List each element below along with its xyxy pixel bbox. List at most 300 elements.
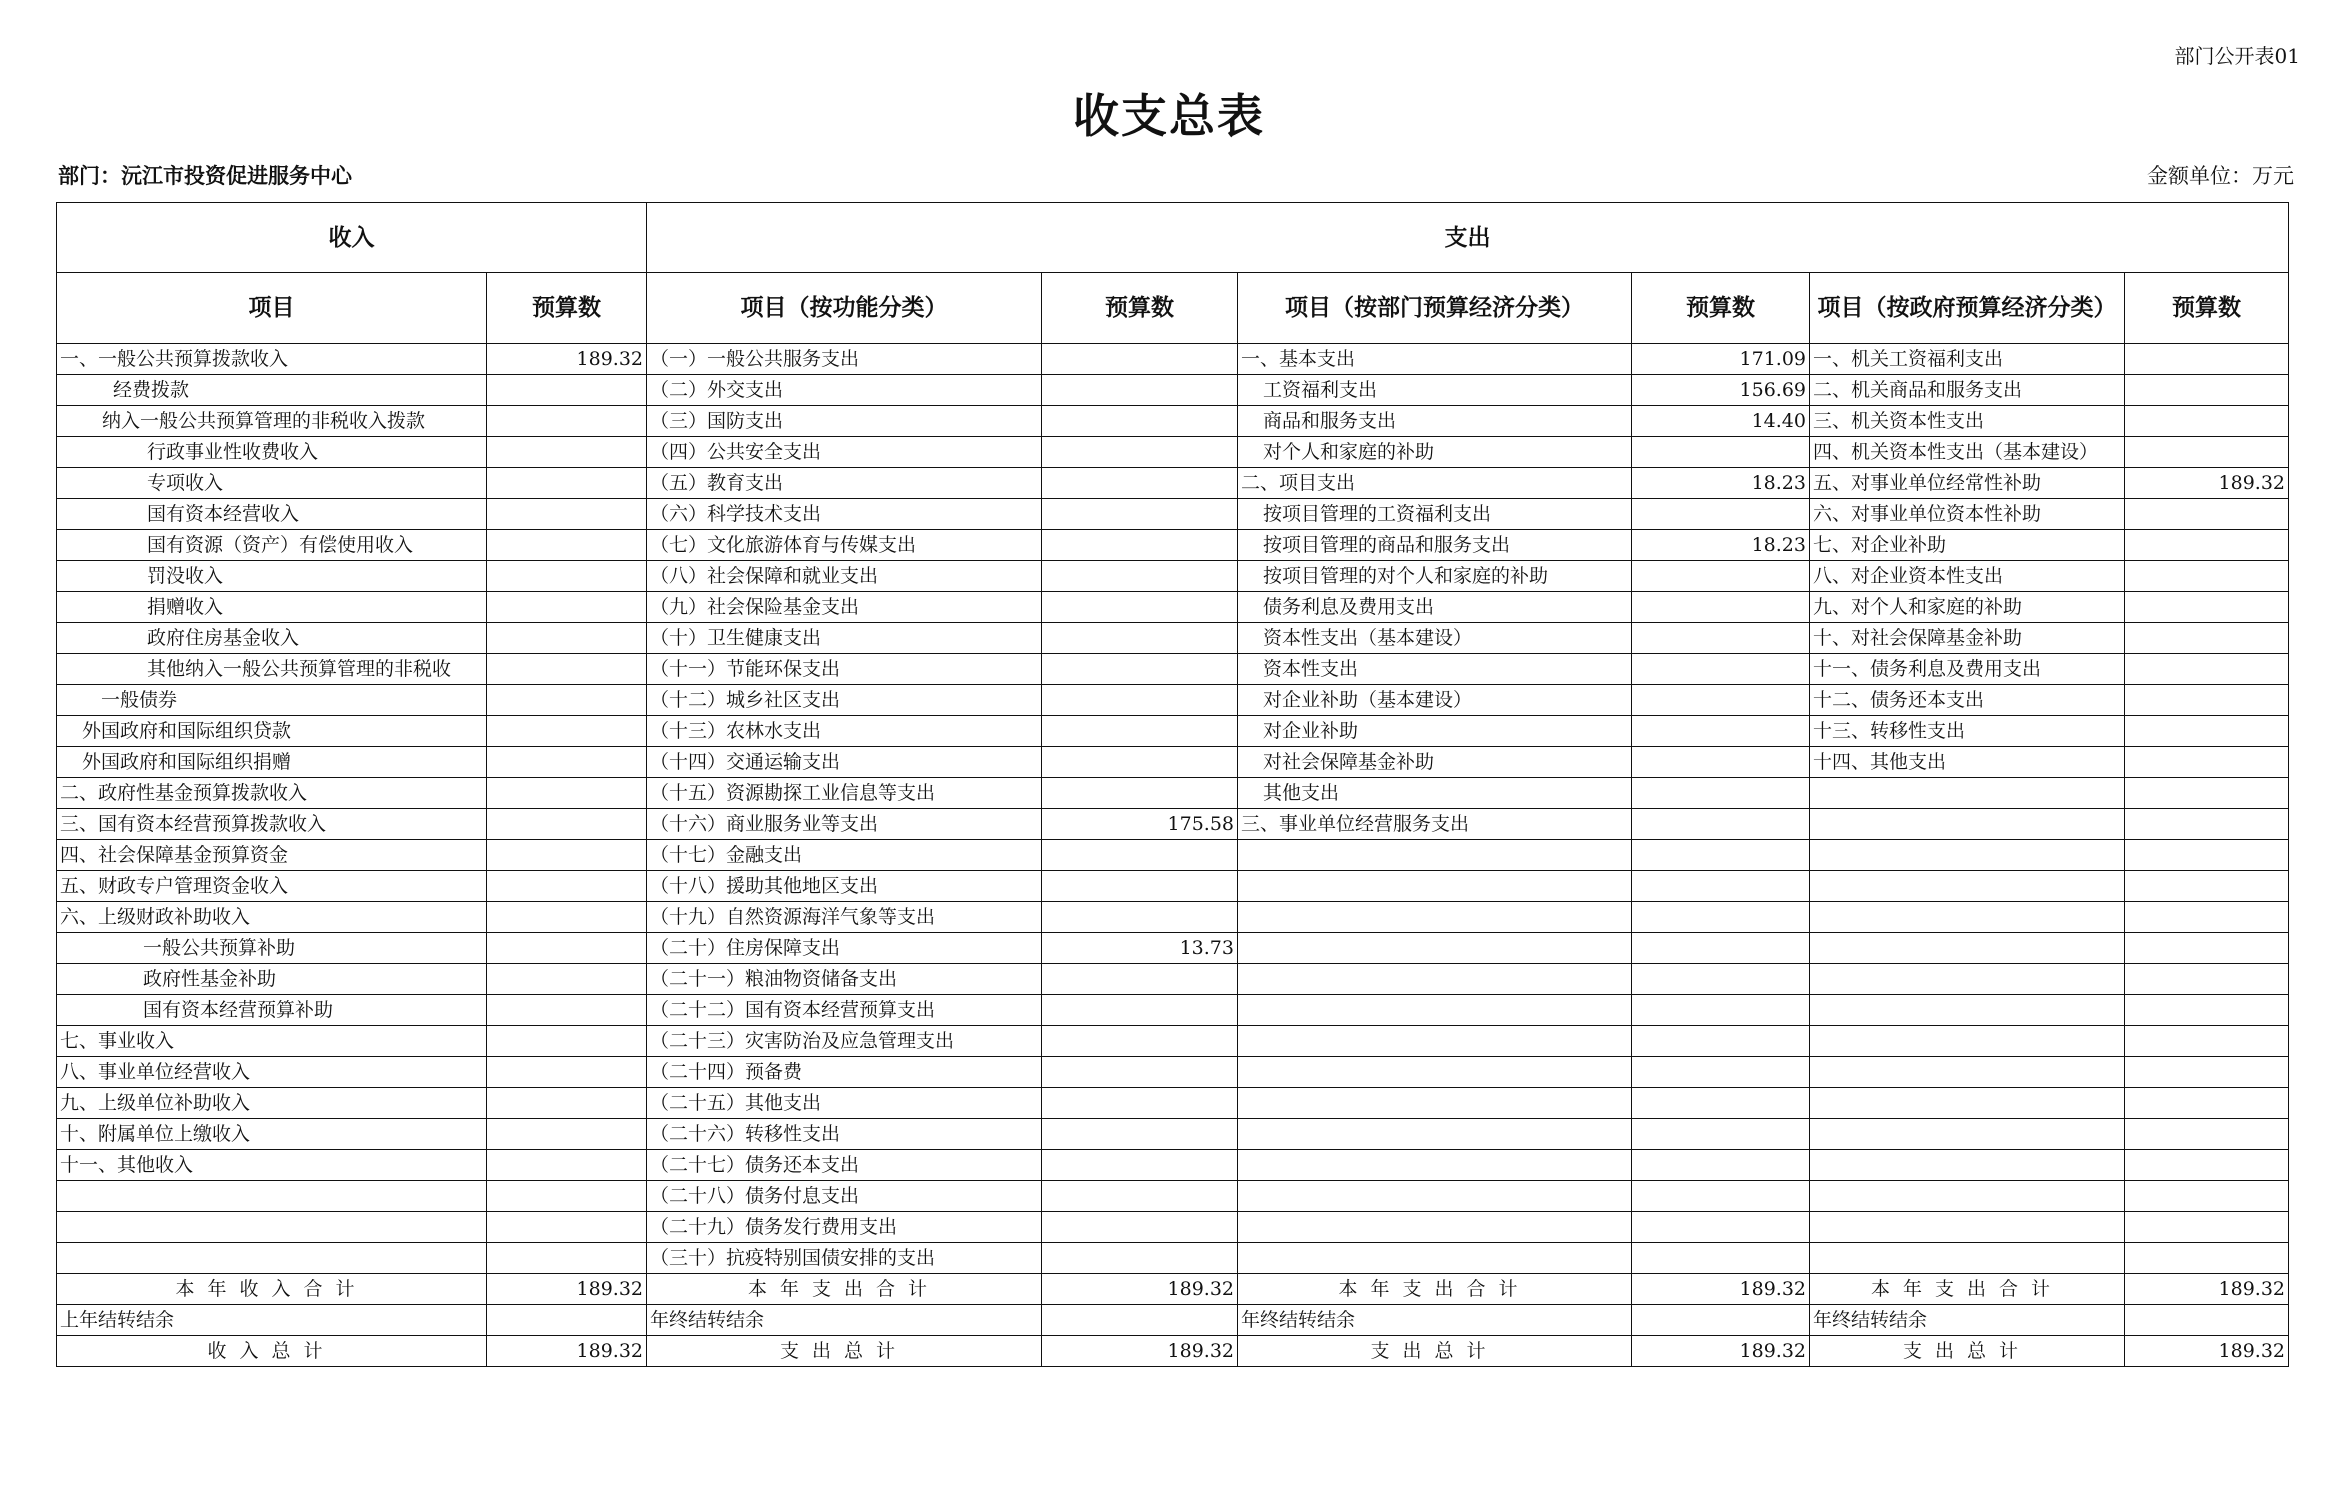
table-cell [2125,1305,2289,1336]
income-item-cell: 一般公共预算补助 [57,933,487,964]
func-budget-cell [1042,840,1238,871]
gov-item-cell: 十三、转移性支出 [1810,716,2125,747]
func-item-cell: （三十）抗疫特别国债安排的支出 [647,1243,1042,1274]
dept-item-cell: 三、事业单位经营服务支出 [1238,809,1632,840]
func-budget-cell [1042,499,1238,530]
func-budget-cell [1042,995,1238,1026]
gov-budget-cell [2125,1026,2289,1057]
gov-budget-cell [2125,375,2289,406]
table-cell [1632,1305,1810,1336]
func-budget-cell [1042,623,1238,654]
func-budget-cell [1042,685,1238,716]
dept-budget-cell [1632,716,1810,747]
dept-budget-cell [1632,561,1810,592]
gov-budget-cell [2125,1243,2289,1274]
func-budget-cell [1042,375,1238,406]
income-budget-cell [487,561,647,592]
gov-item-cell: 二、机关商品和服务支出 [1810,375,2125,406]
table-row [57,1336,2289,1367]
income-item-cell: 九、上级单位补助收入 [57,1088,487,1119]
form-code: 部门公开表01 [2174,44,2300,68]
gov-budget-cell [2125,592,2289,623]
func-item-cell: （七）文化旅游体育与传媒支出 [647,530,1042,561]
income-budget-cell [487,964,647,995]
func-item-cell: （十七）金融支出 [647,840,1042,871]
func-budget-cell [1042,530,1238,561]
dept-item-cell: 债务利息及费用支出 [1238,592,1632,623]
income-budget-cell [487,871,647,902]
dept-item-cell: 资本性支出（基本建设） [1238,623,1632,654]
gov-item-cell: 八、对企业资本性支出 [1810,561,2125,592]
income-budget-cell [487,1181,647,1212]
expense-grand-total-label: 支出总计 [1810,1336,2125,1367]
table-row [57,1305,2289,1336]
func-budget-cell [1042,1088,1238,1119]
table-row [57,840,2289,871]
dept-item-cell: 二、项目支出 [1238,468,1632,499]
dept-item-cell: 对企业补助（基本建设） [1238,685,1632,716]
table-row [57,778,2289,809]
income-item-cell: 七、事业收入 [57,1026,487,1057]
income-budget-cell [487,499,647,530]
dept-item-cell: 按项目管理的商品和服务支出 [1238,530,1632,561]
income-item-cell: 经费拨款 [57,375,487,406]
gov-budget-cell [2125,1181,2289,1212]
dept-budget-cell [1632,809,1810,840]
table-row [57,592,2289,623]
dept-budget-cell [1632,1150,1810,1181]
func-budget-cell [1042,871,1238,902]
income-item-cell: 外国政府和国际组织捐赠 [57,747,487,778]
func-budget-cell [1042,964,1238,995]
income-item-cell: 国有资本经营预算补助 [57,995,487,1026]
income-budget-cell [487,1088,647,1119]
dept-item-cell [1238,933,1632,964]
income-item-cell: 政府性基金补助 [57,964,487,995]
func-budget-cell [1042,406,1238,437]
income-item-cell: 专项收入 [57,468,487,499]
gov-item-cell: 十四、其他支出 [1810,747,2125,778]
expense-grand-total-label: 支出总计 [647,1336,1042,1367]
income-budget-cell [487,1150,647,1181]
gov-budget-cell [2125,964,2289,995]
table-row [57,406,2289,437]
income-budget-cell [487,1057,647,1088]
table-row [57,964,2289,995]
table-row [57,344,2289,375]
income-item-cell: 一、一般公共预算拨款收入 [57,344,487,375]
income-budget-cell [487,530,647,561]
income-item-cell: 十、附属单位上缴收入 [57,1119,487,1150]
gov-budget-cell [2125,1119,2289,1150]
income-item-cell: 行政事业性收费收入 [57,437,487,468]
expense-grand-total-label: 支出总计 [1238,1336,1632,1367]
income-item-cell: 罚没收入 [57,561,487,592]
table-row [57,1150,2289,1181]
func-item-cell: （八）社会保障和就业支出 [647,561,1042,592]
dept-item-cell [1238,1243,1632,1274]
income-grand-total-label: 收入总计 [57,1336,487,1367]
gov-item-cell: 一、机关工资福利支出 [1810,344,2125,375]
dept-budget-cell [1632,685,1810,716]
gov-budget-cell [2125,406,2289,437]
dept-item-cell [1238,1088,1632,1119]
gov-budget-cell [2125,995,2289,1026]
gov-budget-cell [2125,344,2289,375]
func-item-cell: （九）社会保险基金支出 [647,592,1042,623]
gov-item-cell: 六、对事业单位资本性补助 [1810,499,2125,530]
func-item-cell: （四）公共安全支出 [647,437,1042,468]
col-budget-header: 预算数 [2125,273,2289,344]
gov-item-cell [1810,933,2125,964]
gov-item-cell [1810,1150,2125,1181]
income-item-cell [57,1243,487,1274]
gov-item-cell: 三、机关资本性支出 [1810,406,2125,437]
func-item-cell: （二十七）债务还本支出 [647,1150,1042,1181]
gov-item-cell [1810,1057,2125,1088]
income-item-cell: 三、国有资本经营预算拨款收入 [57,809,487,840]
income-budget-cell [487,623,647,654]
gov-item-cell: 十、对社会保障基金补助 [1810,623,2125,654]
table-row [57,654,2289,685]
dept-item-cell: 资本性支出 [1238,654,1632,685]
table-row [57,468,2289,499]
table-row [57,561,2289,592]
year-expense-total-label: 本年支出合计 [1810,1274,2125,1305]
func-budget-cell [1042,1026,1238,1057]
income-budget-cell [487,592,647,623]
income-budget-cell [487,654,647,685]
year-expense-total-value: 189.32 [1632,1274,1810,1305]
gov-budget-cell [2125,902,2289,933]
table-row [57,1057,2289,1088]
gov-budget-cell [2125,1057,2289,1088]
dept-budget-cell [1632,778,1810,809]
table-row [57,530,2289,561]
page-title: 收支总表 [1073,89,1265,143]
func-budget-cell [1042,592,1238,623]
gov-item-cell: 四、机关资本性支出（基本建设） [1810,437,2125,468]
income-item-cell: 外国政府和国际组织贷款 [57,716,487,747]
year-expense-total-label: 本年支出合计 [647,1274,1042,1305]
func-item-cell: （十五）资源勘探工业信息等支出 [647,778,1042,809]
dept-budget-cell [1632,1057,1810,1088]
expense-header: 支出 [647,203,2289,273]
gov-item-cell [1810,995,2125,1026]
func-budget-cell [1042,561,1238,592]
income-budget-cell [487,685,647,716]
table-row [57,809,2289,840]
func-budget-cell [1042,778,1238,809]
gov-item-cell [1810,840,2125,871]
table-body [57,344,2289,1274]
income-budget-cell [487,933,647,964]
dept-item-cell [1238,1181,1632,1212]
dept-item-cell [1238,902,1632,933]
gov-item-cell [1810,902,2125,933]
dept-item-cell [1238,1212,1632,1243]
dept-item-cell [1238,871,1632,902]
table-row [57,437,2289,468]
income-budget-cell [487,716,647,747]
table-row [57,623,2289,654]
func-item-cell: （二）外交支出 [647,375,1042,406]
func-budget-cell [1042,747,1238,778]
income-item-cell: 五、财政专户管理资金收入 [57,871,487,902]
func-item-cell: （二十六）转移性支出 [647,1119,1042,1150]
dept-budget-cell [1632,1243,1810,1274]
gov-item-cell: 十二、债务还本支出 [1810,685,2125,716]
func-item-cell: （十）卫生健康支出 [647,623,1042,654]
dept-item-cell: 对个人和家庭的补助 [1238,437,1632,468]
gov-item-cell [1810,964,2125,995]
func-budget-cell [1042,1119,1238,1150]
income-item-cell: 国有资源（资产）有偿使用收入 [57,530,487,561]
year-expense-total-label: 本年支出合计 [1238,1274,1632,1305]
col-item-header: 项目 [57,273,487,344]
dept-budget-cell [1632,1181,1810,1212]
func-budget-cell [1042,1057,1238,1088]
table-row [57,933,2289,964]
gov-budget-cell [2125,437,2289,468]
table-row [57,499,2289,530]
table-row [57,1181,2289,1212]
gov-budget-cell [2125,809,2289,840]
dept-budget-cell [1632,964,1810,995]
func-budget-cell [1042,1212,1238,1243]
dept-budget-cell: 18.23 [1632,468,1810,499]
dept-budget-cell [1632,1212,1810,1243]
table-row [57,1119,2289,1150]
year-income-total-label: 本年收入合计 [57,1274,487,1305]
income-budget-cell [487,1026,647,1057]
dept-budget-cell [1632,623,1810,654]
expense-grand-total-value: 189.32 [1042,1336,1238,1367]
col-item-dept-header: 项目（按部门预算经济分类） [1238,273,1632,344]
table-row [57,902,2289,933]
func-item-cell: （二十一）粮油物资储备支出 [647,964,1042,995]
gov-budget-cell [2125,561,2289,592]
dept-item-cell: 其他支出 [1238,778,1632,809]
dept-budget-cell [1632,1088,1810,1119]
dept-budget-cell [1632,871,1810,902]
expense-grand-total-value: 189.32 [1632,1336,1810,1367]
income-budget-cell [487,468,647,499]
dept-budget-cell [1632,437,1810,468]
func-item-cell: （三）国防支出 [647,406,1042,437]
dept-item-cell: 商品和服务支出 [1238,406,1632,437]
gov-item-cell [1810,1212,2125,1243]
gov-budget-cell [2125,871,2289,902]
gov-item-cell [1810,1181,2125,1212]
func-budget-cell [1042,654,1238,685]
dept-budget-cell [1632,654,1810,685]
gov-item-cell: 五、对事业单位经常性补助 [1810,468,2125,499]
year-income-total-value: 189.32 [487,1274,647,1305]
income-item-cell: 二、政府性基金预算拨款收入 [57,778,487,809]
income-budget-cell [487,1243,647,1274]
func-item-cell: （十六）商业服务业等支出 [647,809,1042,840]
income-budget-cell [487,840,647,871]
expense-grand-total-value: 189.32 [2125,1336,2289,1367]
table-row [57,1088,2289,1119]
income-budget-cell [487,375,647,406]
dept-item-cell [1238,995,1632,1026]
dept-budget-cell: 18.23 [1632,530,1810,561]
dept-budget-cell [1632,1026,1810,1057]
income-grand-total-value: 189.32 [487,1336,647,1367]
income-budget-cell [487,995,647,1026]
table-row [57,1243,2289,1274]
func-item-cell: （十二）城乡社区支出 [647,685,1042,716]
gov-item-cell [1810,1119,2125,1150]
income-item-cell: 十一、其他收入 [57,1150,487,1181]
dept-budget-cell [1632,499,1810,530]
dept-item-cell [1238,1150,1632,1181]
dept-item-cell: 对社会保障基金补助 [1238,747,1632,778]
income-item-cell [57,1212,487,1243]
end-carryover-label: 年终结转结余 [1810,1305,2125,1336]
year-expense-total-value: 189.32 [1042,1274,1238,1305]
income-budget-cell [487,1119,647,1150]
func-budget-cell [1042,437,1238,468]
gov-budget-cell [2125,716,2289,747]
dept-item-cell [1238,840,1632,871]
income-item-cell: 一般债券 [57,685,487,716]
func-budget-cell [1042,1181,1238,1212]
income-item-cell: 四、社会保障基金预算资金 [57,840,487,871]
table-row [57,1026,2289,1057]
dept-budget-cell [1632,592,1810,623]
income-budget-cell [487,437,647,468]
dept-budget-cell: 171.09 [1632,344,1810,375]
gov-budget-cell [2125,530,2289,561]
gov-budget-cell [2125,747,2289,778]
func-item-cell: （二十五）其他支出 [647,1088,1042,1119]
func-item-cell: （二十八）债务付息支出 [647,1181,1042,1212]
dept-item-cell: 工资福利支出 [1238,375,1632,406]
func-budget-cell [1042,1150,1238,1181]
income-item-cell: 纳入一般公共预算管理的非税收入拨款 [57,406,487,437]
func-budget-cell [1042,902,1238,933]
table-row [57,871,2289,902]
gov-item-cell [1810,1026,2125,1057]
dept-item-cell [1238,964,1632,995]
col-budget-header: 预算数 [487,273,647,344]
func-item-cell: （十八）援助其他地区支出 [647,871,1042,902]
dept-item-cell: 按项目管理的对个人和家庭的补助 [1238,561,1632,592]
dept-budget-cell [1632,1119,1810,1150]
table-row [57,995,2289,1026]
dept-budget-cell: 156.69 [1632,375,1810,406]
func-budget-cell [1042,344,1238,375]
income-item-cell: 政府住房基金收入 [57,623,487,654]
gov-budget-cell [2125,1212,2289,1243]
gov-budget-cell [2125,1088,2289,1119]
gov-item-cell [1810,1243,2125,1274]
col-budget-header: 预算数 [1632,273,1810,344]
func-item-cell: （二十二）国有资本经营预算支出 [647,995,1042,1026]
income-budget-cell [487,1212,647,1243]
dept-budget-cell: 14.40 [1632,406,1810,437]
func-budget-cell: 13.73 [1042,933,1238,964]
income-budget-cell [487,778,647,809]
income-budget-cell: 189.32 [487,344,647,375]
func-item-cell: （二十九）债务发行费用支出 [647,1212,1042,1243]
year-expense-total-value: 189.32 [2125,1274,2289,1305]
income-budget-cell [487,902,647,933]
func-item-cell: （十三）农林水支出 [647,716,1042,747]
dept-item-cell: 一、基本支出 [1238,344,1632,375]
income-budget-cell [487,406,647,437]
table-row [57,375,2289,406]
budget-summary-table [56,202,2289,1367]
income-item-cell: 六、上级财政补助收入 [57,902,487,933]
func-item-cell: （二十三）灾害防治及应急管理支出 [647,1026,1042,1057]
amount-unit-label: 金额单位：万元 [2147,164,2294,188]
func-item-cell: （十四）交通运输支出 [647,747,1042,778]
gov-budget-cell [2125,778,2289,809]
income-item-cell [57,1181,487,1212]
dept-budget-cell [1632,902,1810,933]
dept-item-cell [1238,1026,1632,1057]
func-item-cell: （二十）住房保障支出 [647,933,1042,964]
income-item-cell: 国有资本经营收入 [57,499,487,530]
col-item-function-header: 项目（按功能分类） [647,273,1042,344]
dept-item-cell [1238,1057,1632,1088]
gov-budget-cell: 189.32 [2125,468,2289,499]
income-header: 收入 [57,203,647,273]
income-item-cell: 捐赠收入 [57,592,487,623]
table-cell [487,1305,647,1336]
dept-budget-cell [1632,840,1810,871]
func-item-cell: （一）一般公共服务支出 [647,344,1042,375]
func-item-cell: （六）科学技术支出 [647,499,1042,530]
income-budget-cell [487,809,647,840]
department-label: 部门：沅江市投资促进服务中心 [58,163,352,188]
income-item-cell: 八、事业单位经营收入 [57,1057,487,1088]
gov-item-cell [1810,871,2125,902]
func-item-cell: （二十四）预备费 [647,1057,1042,1088]
func-item-cell: （五）教育支出 [647,468,1042,499]
income-budget-cell [487,747,647,778]
func-budget-cell [1042,716,1238,747]
dept-item-cell [1238,1119,1632,1150]
func-budget-cell [1042,1243,1238,1274]
dept-budget-cell [1632,747,1810,778]
table-row [57,747,2289,778]
gov-budget-cell [2125,623,2289,654]
gov-budget-cell [2125,933,2289,964]
gov-item-cell [1810,809,2125,840]
gov-budget-cell [2125,1150,2289,1181]
gov-budget-cell [2125,840,2289,871]
func-item-cell: （十九）自然资源海洋气象等支出 [647,902,1042,933]
table-row [57,1274,2289,1305]
dept-item-cell: 对企业补助 [1238,716,1632,747]
gov-budget-cell [2125,685,2289,716]
end-carryover-label: 年终结转结余 [647,1305,1042,1336]
dept-budget-cell [1632,995,1810,1026]
func-item-cell: （十一）节能环保支出 [647,654,1042,685]
dept-budget-cell [1632,933,1810,964]
table-row [57,1212,2289,1243]
gov-item-cell [1810,778,2125,809]
table-row [57,685,2289,716]
gov-item-cell: 七、对企业补助 [1810,530,2125,561]
prev-carryover-label: 上年结转结余 [57,1305,487,1336]
gov-item-cell [1810,1088,2125,1119]
